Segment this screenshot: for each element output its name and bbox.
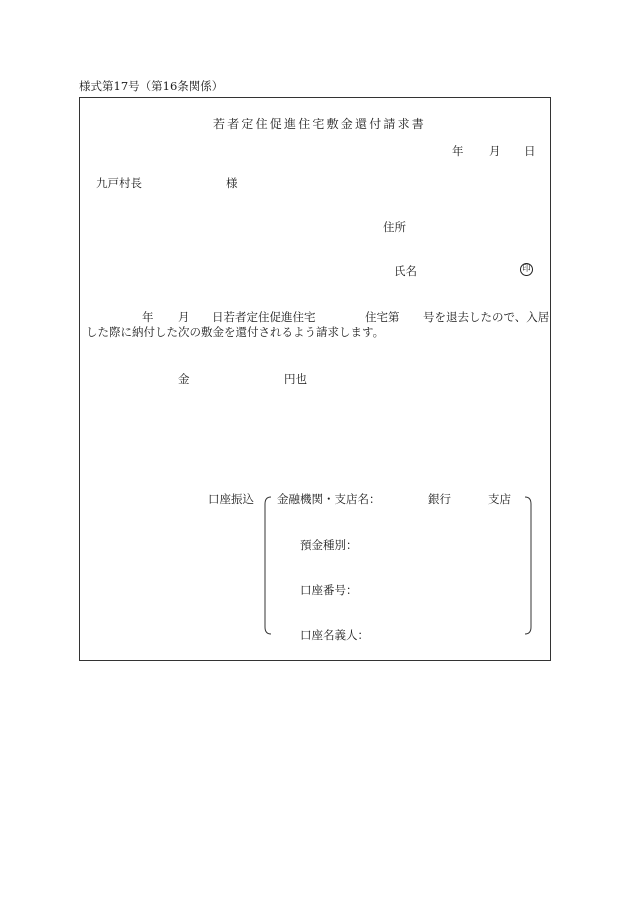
- body-month: 月: [178, 310, 190, 324]
- deposit-type-label: 預金種別：: [300, 538, 358, 552]
- body-year: 年: [142, 310, 154, 324]
- left-brace: [262, 496, 272, 635]
- account-holder-label: 口座名義人：: [300, 628, 369, 642]
- transfer-method-label: 口座振込: [208, 492, 254, 506]
- addressee-honorific: 様: [226, 176, 238, 190]
- name-label: 氏名: [394, 264, 417, 278]
- branch-suffix: 支店: [488, 492, 511, 506]
- body-housing-number: 住宅第: [365, 310, 400, 324]
- date-year-label: 年: [452, 144, 464, 158]
- amount-suffix: 円也: [284, 372, 307, 386]
- form-title: 若者定住促進住宅敷金還付請求書: [213, 117, 427, 131]
- right-brace: [524, 496, 534, 635]
- date-day-label: 日: [524, 144, 536, 158]
- date-month-label: 月: [489, 144, 501, 158]
- body-day-housing: 日若者定住促進住宅: [212, 310, 316, 324]
- account-number-label: 口座番号：: [300, 583, 358, 597]
- body-vacated-text: 号を退去したので、入居: [423, 310, 550, 324]
- form-number-label: 様式第17号（第16条関係）: [79, 79, 224, 93]
- address-label: 住所: [383, 220, 406, 234]
- amount-label: 金: [178, 372, 190, 386]
- institution-branch-label: 金融機関・支店名：: [277, 492, 381, 506]
- addressee-name: 九戸村長: [96, 176, 142, 190]
- bank-suffix: 銀行: [428, 492, 451, 506]
- seal-mark: 印: [520, 263, 533, 276]
- form-box: [79, 97, 551, 661]
- body-request-text: した際に納付した次の敷金を還付されるよう請求します。: [86, 325, 385, 339]
